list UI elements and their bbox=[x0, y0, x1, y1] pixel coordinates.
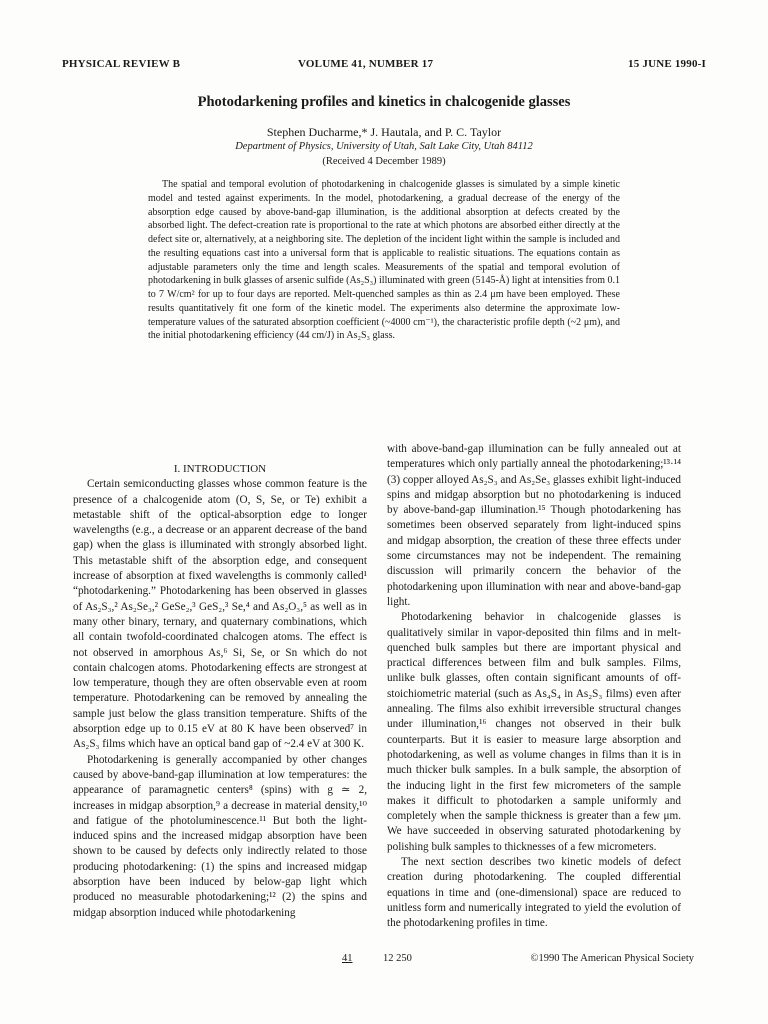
section-heading-introduction: I. INTRODUCTION bbox=[173, 463, 267, 475]
intro-paragraph-2: Photodarkening is generally accompanied by other changes caused by above-band-gap illumination at low temperatures: the appearance of paramagnetic centers⁸ (spins) with g ≃ 2, increases in midgap absorption,⁹ a decrease in material density,¹⁰ and fatigue of the photoluminescence.¹¹ But both the light-induced spins and the increased midgap absorption have been shown to be caused by defects only indirectly related to those producing photodarkening: (1) the spins and increased midgap absorption have been induced by below-gap light which produced no measurable photodarkening;¹² (2) the spins and midgap absorption induced while photodarkening bbox=[73, 753, 367, 919]
footer-copyright: ©1990 The American Physical Society bbox=[530, 953, 694, 964]
intro-paragraph-1: Certain semiconducting glasses whose common feature is the presence of a chalcogenide atom (O, S, Se, or Te) exhibit a metastable shift of the optical-absorption edge to longer wavelengths (e.g., a decrease or an apparent decrease of the band gap) when the glass is illuminated with strongly absorbed light. This metastable shift of the absorption edge, and consequent increase of absorption at fixed wavelengths is commonly called¹ “photodarkening.” Photodarkening has been observed in glasses of As₂S₃,² As₂Se₃,² GeSe₂,³ GeS₂,³ Se,⁴ and As₂O₃,⁵ as well as in many other binary, ternary, and quaternary combinations, which all contain twofold-coordinated chalcogen atoms. The effect is not observed in amorphous As,⁶ Si, Se, or Sn which do not contain chalcogen atoms. Photodarkening effects are strongest at low temperature, though they are often observable even at room temperature. Photodarkening can be removed by annealing the sample just below the glass transition temperature. Shifts of the absorption edge up to 0.15 eV at 80 K have been observed⁷ in As₂S₃ films which have an optical band gap of ~2.4 eV at 300 K. bbox=[73, 478, 367, 751]
volume-number: VOLUME 41, NUMBER 17 bbox=[298, 58, 434, 70]
journal-name: PHYSICAL REVIEW B bbox=[62, 58, 181, 70]
footer-page-number: 12 250 bbox=[383, 953, 412, 964]
right-paragraph-1: with above-band-gap illumination can be fully annealed out at temperatures which only partially anneal the photodarkening;¹³·¹⁴ (3) copper alloyed As₂S₃ and As₂Se₃ glasses exhibit light-induced spins and midgap absorption but no photodarkening is induced by above-band-gap illumination.¹⁵ Though photodarkening has sometimes been observed separately from light-induced spins and midgap absorption, the creation of these three effects under some circumstances may not be independent. The remaining discussion will primarily concern the behavior of the photodarkening upon illumination with near and above-band-gap light. bbox=[387, 443, 681, 608]
issue-date: 15 JUNE 1990-I bbox=[628, 58, 706, 70]
left-column bbox=[73, 462, 367, 921]
received-date: (Received 4 December 1989) bbox=[322, 156, 446, 167]
footer-volume-number: 41 bbox=[342, 953, 353, 964]
right-paragraph-3: The next section describes two kinetic models of defect creation during photodarkening. The coupled differential equations in time and (one-dimensional) space are reduced to unitless form and numerically integrated to yield the evolution of the photodarkening profiles in time. bbox=[387, 856, 681, 930]
paper-title: Photodarkening profiles and kinetics in chalcogenide glasses bbox=[197, 94, 571, 110]
affiliation: Department of Physics, University of Utah, Salt Lake City, Utah 84112 bbox=[235, 141, 533, 152]
right-column bbox=[387, 442, 681, 932]
author-list: Stephen Ducharme,* J. Hautala, and P. C. Taylor bbox=[266, 125, 502, 139]
abstract: The spatial and temporal evolution of photodarkening in chalcogenide glasses is simulated by a simple kinetic model and tested against experiments. In the model, photodarkening, a gradual decrease of the energy of the absorption edge caused by above-band-gap illumination, is the additional absorption at defects created by the absorbed light. The defect-creation rate is proportional to the rate at which photons are absorbed either directly at the defect site or, alternatively, at a neighboring site. The depletion of the incident light within the sample is included and the resulting equations cast into a universal form that is applicable to realistic situations. The equations contain as adjustable parameters only the time and length scales. Measurements of the spatial and temporal evolution of photodarkening in bulk glasses of arsenic sulfide (As₂S₃) illuminated with green (5145-Å) light at intensities from 0.1 to 7 W/cm² for up to four days are reported. Melt-quenched samples as thin as 2.4 μm have been employed. These results quantitatively fit one form of the kinetic model. The experiments also determine the approximate low-temperature values of the saturated absorption coefficient (~4000 cm⁻¹), the characteristic profile depth (~2 μm), and the initial photodarkening efficiency (44 cm/J) in As₂S₃ glass. bbox=[148, 179, 620, 342]
right-paragraph-2: Photodarkening behavior in chalcogenide glasses is qualitatively similar in vapor-deposited thin films and in melt-quenched bulk samples but there are important physical and practical differences between film and bulk samples. Films, unlike bulk glasses, often contain significant amounts of off-stoichiometric material (such as As₄S₄ in As₂S₃ films) even after annealing. The films also exhibit irreversible structural changes under illumination,¹⁶ changes not observed in their bulk counterparts. But it is easier to measure large absorption and photodarkening, as well as volume changes in films than it is in much thicker bulk samples. In a bulk sample, the absorption of the inducing light in the first few micrometers of the sample makes it difficult to photodarken a sample uniformly and completely when the sample thickness is greater than a few μm. We have succeeded in observing saturated photodarkening by polishing bulk samples to thicknesses of a few micrometers. bbox=[387, 611, 681, 853]
